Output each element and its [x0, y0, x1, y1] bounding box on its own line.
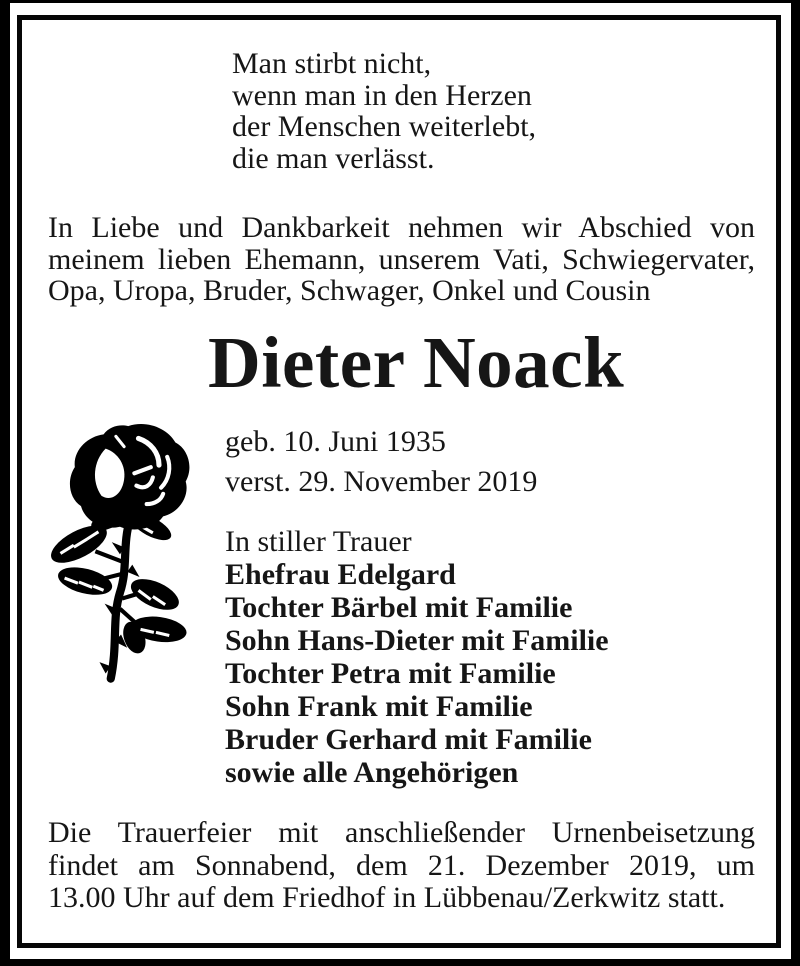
poem-line: die man verlässt.	[232, 141, 435, 175]
mourner-item: Sohn Frank mit Familie	[225, 690, 533, 723]
farewell-line: Opa, Uropa, Bruder, Schwager, Onkel und Cousin	[48, 274, 651, 307]
mourner-item: sowie alle Angehörigen	[225, 756, 519, 789]
poem-line: wenn man in den Herzen	[232, 78, 532, 112]
mourner-item: Ehefrau Edelgard	[225, 558, 456, 591]
birth-date: geb. 10. Juni 1935	[225, 425, 446, 458]
deceased-name: Dieter Noack	[208, 322, 625, 403]
farewell-line: meinem lieben Ehemann, unserem Vati, Schwiegervater,	[48, 242, 755, 276]
mourner-item: Bruder Gerhard mit Familie	[225, 723, 592, 756]
mourners-list	[225, 525, 609, 789]
farewell-line: In Liebe und Dankbarkeit nehmen wir Abschied von	[48, 211, 755, 244]
funeral-line: 13.00 Uhr auf dem Friedhof in Lübbenau/Zerkwitz statt.	[48, 881, 726, 914]
farewell-paragraph	[48, 212, 755, 307]
funeral-line: Die Trauerfeier mit anschließender Urnenbeisetzung	[48, 816, 755, 849]
mourner-item: Sohn Hans-Dieter mit Familie	[225, 624, 609, 657]
mourners-heading: In stiller Trauer	[225, 525, 412, 558]
poem-line: Man stirbt nicht,	[232, 47, 432, 80]
mourner-item: Tochter Bärbel mit Familie	[225, 591, 573, 624]
funeral-details	[48, 817, 755, 915]
mourner-item: Tochter Petra mit Familie	[225, 657, 556, 690]
rose-icon	[48, 422, 192, 694]
funeral-line: findet am Sonnabend, dem 21. Dezember 2019, um	[48, 848, 755, 882]
poem-line: der Menschen weiterlebt,	[232, 110, 537, 143]
death-date: verst. 29. November 2019	[225, 465, 538, 498]
memorial-poem	[232, 48, 536, 174]
life-dates	[225, 422, 537, 502]
